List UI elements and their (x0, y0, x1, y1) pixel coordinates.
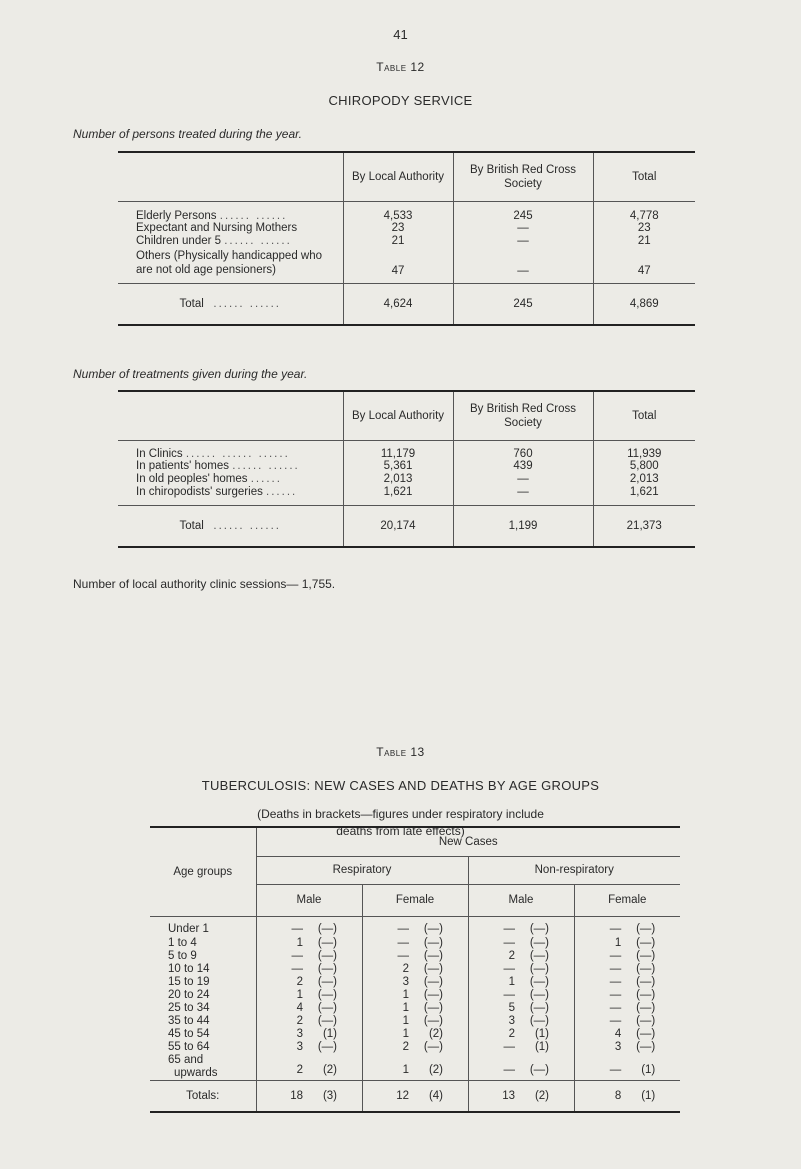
cell-total: 1,621 (593, 486, 695, 506)
leader-dots: ...... (250, 473, 282, 485)
age-group-label: 10 to 14 (168, 963, 210, 975)
count: — (609, 963, 622, 975)
deaths: (2) (322, 1064, 337, 1076)
deaths: (—) (423, 1002, 443, 1014)
subtitle-line-1: (Deaths in brackets—figures under respiratory include (257, 807, 544, 821)
cell-resp-male (256, 1041, 362, 1054)
cell-nonresp-female (574, 976, 680, 989)
table-13-label: Table 13 (376, 745, 425, 759)
table-12-title: CHIROPODY SERVICE (328, 93, 473, 108)
cell-resp-female (362, 950, 468, 963)
deaths: (—) (636, 937, 656, 949)
row-label (118, 486, 343, 506)
count: 5 (508, 1002, 515, 1014)
count: 12 (396, 1089, 409, 1102)
clinic-sessions-note: Number of local authority clinic sessions— 1,755. (73, 577, 336, 591)
tuberculosis-body (150, 916, 680, 1081)
deaths: (—) (423, 989, 443, 1001)
table-13-title: TUBERCULOSIS: NEW CASES AND DEATHS BY AGE GROUPS (201, 778, 600, 793)
cell-nonresp-male (468, 950, 574, 963)
deaths: (—) (636, 1041, 656, 1053)
row-label-text: In old peoples' homes (136, 473, 248, 485)
deaths: (—) (636, 989, 656, 1001)
table-row (150, 1041, 680, 1054)
leader-dots: ...... ...... (213, 520, 281, 532)
total-la: 4,624 (343, 284, 453, 326)
count: — (503, 963, 515, 975)
total-label (118, 284, 343, 326)
deaths: (2) (428, 1028, 443, 1040)
table-12-label: Table 12 (376, 60, 425, 74)
cell-nonresp-male (468, 1002, 574, 1015)
count: 1 (402, 1064, 409, 1076)
header-new-cases: New Cases (256, 827, 680, 856)
age-group-cell (150, 937, 256, 950)
row-label (118, 202, 343, 222)
deaths: (—) (529, 950, 549, 962)
count: — (503, 989, 515, 1001)
leader-dots: ...... (266, 485, 298, 498)
persons-body (118, 202, 695, 326)
age-group-cell (150, 1002, 256, 1015)
cell-resp-female (362, 1002, 468, 1015)
count: 3 (508, 1015, 515, 1027)
count: — (503, 1064, 515, 1076)
table-row (118, 460, 695, 473)
leader-dots: ...... ...... (219, 209, 288, 222)
cell-resp-female (362, 989, 468, 1002)
cell-nonresp-female (574, 963, 680, 976)
deaths: (—) (529, 937, 549, 949)
cell-nonresp-male (468, 989, 574, 1002)
count: — (609, 923, 622, 936)
count: — (291, 950, 303, 962)
count: 3 (296, 1028, 303, 1040)
table-row (118, 202, 695, 222)
header-non-respiratory: Non-respiratory (468, 856, 680, 884)
cell-resp-female (362, 963, 468, 976)
persons-caption: Number of persons treated during the year. (73, 127, 303, 141)
count: — (503, 937, 515, 949)
table-row (150, 1054, 680, 1081)
deaths: (—) (317, 1002, 337, 1014)
count: 1 (402, 1015, 409, 1027)
cell-la: 21 (343, 235, 453, 248)
table-row (150, 1015, 680, 1028)
count: 1 (402, 1028, 409, 1040)
count: 1 (614, 937, 622, 949)
table-row (118, 235, 695, 248)
age-group-cell (150, 1041, 256, 1054)
cell-nonresp-female (574, 937, 680, 950)
cell-brc: — (453, 248, 593, 284)
deaths: (1) (534, 1028, 549, 1040)
table-row (118, 486, 695, 506)
header-resp-female: Female (362, 884, 468, 916)
count: — (609, 976, 622, 988)
deaths: (—) (529, 963, 549, 975)
deaths: (—) (529, 1064, 549, 1076)
deaths: (—) (423, 1015, 443, 1027)
count: — (397, 937, 409, 949)
row-label (118, 441, 343, 460)
age-group-cell (150, 989, 256, 1002)
header-local-authority: By Local Authority (343, 391, 453, 441)
deaths: (1) (641, 1064, 656, 1076)
count: 2 (402, 1041, 409, 1053)
row-label (118, 460, 343, 473)
table-row (150, 989, 680, 1002)
row-label-text: Children under 5 (136, 235, 222, 247)
age-group-cell (150, 950, 256, 963)
age-group-label: 55 to 64 (168, 1041, 210, 1053)
cell-resp-male (256, 1015, 362, 1028)
table-row (150, 916, 680, 937)
cell-nonresp-female (574, 1054, 680, 1081)
table-row (118, 248, 695, 284)
age-group-cell (150, 976, 256, 989)
leader-dots: ...... ...... ...... (185, 447, 290, 460)
row-label (118, 222, 343, 235)
count: 2 (296, 1064, 303, 1076)
table-row (150, 1002, 680, 1015)
cell-total: 47 (593, 248, 695, 284)
deaths: (—) (317, 1041, 337, 1053)
age-group-label: 5 to 9 (168, 950, 197, 962)
cell-total: 23 (593, 222, 695, 235)
deaths: (—) (317, 976, 337, 988)
header-total: Total (593, 152, 695, 202)
deaths: (—) (423, 1041, 443, 1053)
cell-resp-female (362, 1041, 468, 1054)
age-group-label: 25 to 34 (168, 1002, 210, 1014)
deaths: (—) (636, 950, 656, 962)
count: 2 (508, 950, 515, 962)
total-row (118, 506, 695, 548)
count: 2 (402, 963, 409, 975)
count: — (609, 989, 622, 1001)
deaths: (—) (317, 963, 337, 975)
cell-resp-female (362, 916, 468, 937)
header-blank (118, 152, 343, 202)
cell-total: 4,778 (593, 202, 695, 222)
total-row (118, 284, 695, 326)
totals-resp-female (362, 1081, 468, 1113)
age-group-label: Under 1 (168, 923, 209, 936)
deaths: (—) (529, 989, 549, 1001)
cell-brc: — (453, 222, 593, 235)
row-label (118, 248, 343, 284)
cell-nonresp-male (468, 937, 574, 950)
age-group-label-continued: upwards (174, 1067, 218, 1079)
cell-la: 4,533 (343, 202, 453, 222)
count: — (291, 963, 303, 975)
cell-brc: — (453, 486, 593, 506)
count: 3 (402, 976, 409, 988)
header-age-groups: Age groups (150, 827, 256, 916)
count: 1 (402, 989, 409, 1001)
count: 4 (614, 1028, 622, 1040)
count: — (609, 1002, 622, 1014)
row-label-text: Expectant and Nursing Mothers (136, 222, 298, 234)
count: 2 (296, 976, 303, 988)
total-label-text: Total (179, 298, 204, 310)
header-british-red-cross: By British Red Cross Society (453, 391, 593, 441)
count: 3 (614, 1041, 622, 1053)
count: 13 (502, 1089, 515, 1102)
leader-dots: ...... ...... (213, 298, 281, 310)
cell-nonresp-male (468, 963, 574, 976)
header-nonresp-female: Female (574, 884, 680, 916)
persons-treated-table (118, 151, 695, 326)
deaths: (—) (529, 976, 549, 988)
cell-total: 21 (593, 235, 695, 248)
count: 1 (296, 989, 303, 1001)
cell-la: 1,621 (343, 486, 453, 506)
cell-total: 5,800 (593, 460, 695, 473)
cell-nonresp-male (468, 1015, 574, 1028)
count: 1 (402, 1002, 409, 1014)
count: — (503, 1041, 515, 1053)
deaths: (—) (317, 950, 337, 962)
cell-nonresp-male (468, 1054, 574, 1081)
table-row (118, 222, 695, 235)
cell-total: 11,939 (593, 441, 695, 460)
row-label-text: Elderly Persons (136, 209, 217, 222)
cell-nonresp-male (468, 916, 574, 937)
cell-nonresp-female (574, 950, 680, 963)
totals-nonresp-female (574, 1081, 680, 1113)
row-label (118, 473, 343, 486)
cell-resp-male (256, 937, 362, 950)
count: 8 (614, 1089, 622, 1102)
table-row (150, 950, 680, 963)
age-group-cell (150, 963, 256, 976)
age-group-label: 35 to 44 (168, 1015, 210, 1027)
deaths: (1) (534, 1041, 549, 1053)
table-row (150, 937, 680, 950)
cell-nonresp-female (574, 989, 680, 1002)
deaths: (—) (529, 1015, 549, 1027)
total-label-text: Total (179, 520, 204, 532)
deaths: (—) (317, 923, 337, 936)
cell-resp-female (362, 1054, 468, 1081)
cell-nonresp-male (468, 1041, 574, 1054)
table-row (150, 1028, 680, 1041)
count: 2 (508, 1028, 515, 1040)
cell-resp-male (256, 963, 362, 976)
deaths: (2) (534, 1089, 549, 1102)
deaths: (—) (317, 1015, 337, 1027)
count: 2 (296, 1015, 303, 1027)
totals-resp-male (256, 1081, 362, 1113)
table-row (118, 441, 695, 460)
cell-resp-female (362, 937, 468, 950)
deaths: (—) (636, 1002, 656, 1014)
count: — (397, 923, 409, 936)
deaths: (1) (322, 1028, 337, 1040)
leader-dots: ...... ...... (224, 235, 292, 247)
deaths: (1) (641, 1089, 656, 1102)
deaths: (—) (423, 923, 443, 936)
count: 3 (296, 1041, 303, 1053)
cell-la: 5,361 (343, 460, 453, 473)
count: 18 (290, 1089, 303, 1102)
deaths: (—) (529, 1002, 549, 1014)
cell-resp-male (256, 1028, 362, 1041)
cell-nonresp-female (574, 1015, 680, 1028)
treatments-table (118, 390, 695, 548)
deaths: (2) (428, 1064, 443, 1076)
subtitle-line-2: deaths from late effects) (336, 824, 465, 838)
cell-resp-male (256, 989, 362, 1002)
cell-nonresp-female (574, 916, 680, 937)
count: — (291, 923, 303, 936)
treatments-caption: Number of treatments given during the year. (73, 367, 308, 381)
row-label-text: In chiropodists' surgeries (136, 485, 263, 498)
table-row (150, 976, 680, 989)
row-label-text: In patients' homes (136, 460, 229, 472)
total-brc: 245 (453, 284, 593, 326)
cell-brc: 439 (453, 460, 593, 473)
header-resp-male: Male (256, 884, 362, 916)
row-label-text: In Clinics (136, 447, 183, 460)
cell-la: 23 (343, 222, 453, 235)
count: — (397, 950, 409, 962)
deaths: (3) (322, 1089, 337, 1102)
deaths: (—) (636, 1028, 656, 1040)
table-row (118, 473, 695, 486)
cell-resp-male (256, 1002, 362, 1015)
cell-brc: — (453, 235, 593, 248)
deaths: (—) (529, 923, 549, 936)
deaths: (—) (423, 976, 443, 988)
deaths: (—) (423, 963, 443, 975)
total-total: 21,373 (593, 506, 695, 548)
header-local-authority: By Local Authority (343, 152, 453, 202)
deaths: (—) (317, 937, 337, 949)
cell-resp-male (256, 976, 362, 989)
deaths: (—) (636, 1015, 656, 1027)
total-brc: 1,199 (453, 506, 593, 548)
table-row (150, 963, 680, 976)
cell-nonresp-female (574, 1041, 680, 1054)
count: — (609, 1015, 622, 1027)
header-respiratory: Respiratory (256, 856, 468, 884)
row-label (118, 235, 343, 248)
cell-resp-female (362, 976, 468, 989)
cell-resp-female (362, 1028, 468, 1041)
leader-dots: ...... ...... (232, 460, 300, 472)
cell-nonresp-female (574, 1028, 680, 1041)
cell-nonresp-male (468, 1028, 574, 1041)
row-label-text: Others (Physically handicapped who are not old age pensioners) (136, 250, 323, 276)
cell-brc: 760 (453, 441, 593, 460)
age-group-cell (150, 1028, 256, 1041)
age-group-label: 1 to 4 (168, 937, 197, 949)
age-group-cell (150, 916, 256, 937)
deaths: (—) (423, 937, 443, 949)
header-british-red-cross: By British Red Cross Society (453, 152, 593, 202)
count: — (609, 950, 622, 962)
totals-nonresp-male (468, 1081, 574, 1113)
count: 1 (508, 976, 515, 988)
tuberculosis-table (150, 826, 680, 1113)
header-nonresp-male: Male (468, 884, 574, 916)
age-group-label: 15 to 19 (168, 976, 210, 988)
deaths: (4) (428, 1089, 443, 1102)
cell-nonresp-female (574, 1002, 680, 1015)
cell-resp-male (256, 916, 362, 937)
deaths: (—) (636, 976, 656, 988)
cell-la: 47 (343, 248, 453, 284)
count: 1 (296, 937, 303, 949)
age-group-label: 65 and (168, 1054, 204, 1066)
header-blank (118, 391, 343, 441)
cell-brc: 245 (453, 202, 593, 222)
cell-resp-male (256, 1054, 362, 1081)
treatments-body (118, 441, 695, 548)
cell-brc: — (453, 473, 593, 486)
count: — (609, 1064, 622, 1076)
cell-total: 2,013 (593, 473, 695, 486)
total-label (118, 506, 343, 548)
deaths: (—) (636, 963, 656, 975)
total-la: 20,174 (343, 506, 453, 548)
header-total: Total (593, 391, 695, 441)
totals-row (150, 1081, 680, 1113)
cell-nonresp-male (468, 976, 574, 989)
deaths: (—) (423, 950, 443, 962)
cell-resp-male (256, 950, 362, 963)
cell-la: 2,013 (343, 473, 453, 486)
deaths: (—) (636, 923, 656, 936)
age-group-cell (150, 1015, 256, 1028)
total-total: 4,869 (593, 284, 695, 326)
count: 4 (296, 1002, 303, 1014)
cell-resp-female (362, 1015, 468, 1028)
count: — (503, 923, 515, 936)
page-number: 41 (393, 27, 408, 42)
cell-la: 11,179 (343, 441, 453, 460)
age-group-label: 45 to 54 (168, 1028, 210, 1040)
age-group-cell (150, 1054, 256, 1081)
totals-label: Totals: (150, 1081, 256, 1113)
age-group-label: 20 to 24 (168, 989, 210, 1001)
deaths: (—) (317, 989, 337, 1001)
